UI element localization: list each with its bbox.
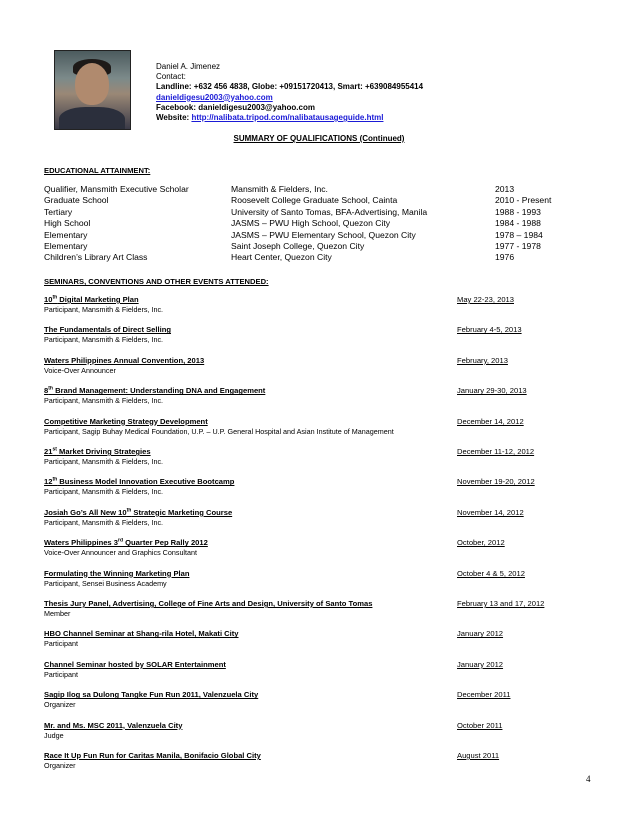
event-item — [44, 660, 594, 680]
event-role: Member — [44, 609, 71, 618]
event-item — [44, 629, 594, 649]
event-date: February 13 and 17, 2012 — [457, 599, 545, 608]
event-title-prefix: 8 — [44, 386, 49, 396]
contact-label: Contact: — [156, 72, 186, 82]
event-role: Participant, Mansmith & Fielders, Inc. — [44, 396, 164, 406]
event-title — [44, 477, 457, 487]
education-year: 1976 — [495, 252, 515, 263]
event-date: January 29-30, 2013 — [457, 386, 527, 396]
education-school: JASMS – PWU High School, Quezon City — [231, 218, 391, 229]
event-item — [44, 721, 594, 741]
event-title-prefix: 12 — [44, 477, 53, 487]
contact-name: Daniel A. Jimenez — [156, 62, 221, 71]
event-title — [44, 751, 457, 761]
event-item — [44, 295, 594, 315]
event-title-ordinal: th — [48, 386, 53, 392]
summary-title: SUMMARY OF QUALIFICATIONS (Continued) — [233, 134, 405, 143]
education-school: University of Santo Tomas, BFA-Advertising, Manila — [231, 206, 428, 217]
event-item — [44, 690, 594, 710]
event-item — [44, 599, 594, 619]
event-title-text: Business Model Innovation Executive Bootcamp — [57, 477, 235, 487]
education-year: 2013 — [495, 184, 515, 194]
event-title — [44, 356, 457, 366]
event-date: February, 2013 — [457, 355, 508, 365]
event-title — [44, 660, 457, 670]
event-role: Voice-Over Announcer — [44, 365, 116, 375]
event-role: Organizer — [44, 761, 76, 770]
event-title-text: Brand Management: Understanding DNA and Engagement — [52, 386, 266, 396]
education-school: JASMS – PWU Elementary School, Quezon City — [231, 229, 416, 240]
event-title-ordinal: st — [52, 447, 57, 453]
event-title-text: Mr. and Ms. MSC 2011, Valenzuela City — [44, 720, 183, 730]
event-role: Organizer — [44, 700, 76, 710]
education-row — [44, 184, 604, 195]
event-title-prefix: 21 — [44, 447, 53, 456]
photo-shoulders — [59, 107, 125, 130]
event-date: November 14, 2012 — [457, 507, 524, 517]
event-title-text: Race It Up Fun Run for Caritas Manila, Bonifacio Global City — [44, 751, 261, 760]
education-school: Heart Center, Quezon City — [231, 252, 332, 263]
education-level: Elementary — [44, 229, 88, 240]
event-title — [44, 538, 457, 548]
event-title — [44, 629, 457, 639]
education-level: Qualifier, Mansmith Executive Scholar — [44, 184, 189, 194]
event-title-ordinal: th — [52, 477, 58, 483]
event-item — [44, 477, 594, 497]
education-row — [44, 252, 604, 263]
education-level: Children’s Library Art Class — [44, 252, 148, 263]
education-school: Saint Joseph College, Quezon City — [231, 240, 365, 251]
contact-email-link[interactable]: danieldigesu2003@yahoo.com — [156, 92, 273, 102]
education-year: 1977 - 1978 — [495, 240, 541, 251]
event-title-prefix: Waters Philippines 3 — [44, 538, 118, 548]
event-title-text: Formulating the Winning Marketing Plan — [44, 568, 190, 578]
contact-website-link[interactable]: http://nalibata.tripod.com/nalibatausageguide.html — [191, 113, 384, 123]
event-date: January 2012 — [457, 629, 504, 639]
event-title-ordinal: th — [52, 295, 58, 301]
event-title — [44, 417, 457, 427]
event-item — [44, 447, 594, 467]
event-date: May 22-23, 2013 — [457, 295, 514, 304]
event-item — [44, 538, 594, 558]
event-title-ordinal: rd — [118, 538, 123, 544]
event-date: December 2011 — [457, 690, 511, 700]
event-role: Participant, Sagip Buhay Medical Foundation, U.P. – U.P. General Hospital and Asian Institute of Management — [44, 426, 394, 436]
profile-photo — [54, 50, 131, 130]
event-title — [44, 295, 457, 305]
event-title-text: Strategic Marketing Course — [131, 507, 233, 517]
education-school: Mansmith & Fielders, Inc. — [231, 184, 328, 194]
event-title-text: HBO Channel Seminar at Shang-rila Hotel, Makati City — [44, 629, 239, 639]
contact-facebook: Facebook: danieldigesu2003@yahoo.com — [156, 102, 315, 112]
event-date: December 14, 2012 — [457, 416, 524, 426]
event-role: Voice-Over Announcer and Graphics Consultant — [44, 548, 198, 558]
event-role: Participant, Sensei Business Academy — [44, 578, 167, 588]
event-role: Judge — [44, 730, 64, 740]
education-level: Tertiary — [44, 206, 73, 217]
event-title-prefix: Josiah Go’s All New 10 — [44, 507, 127, 517]
event-title — [44, 721, 457, 731]
contact-block — [156, 62, 423, 123]
education-heading: EDUCATIONAL ATTAINMENT: — [44, 166, 151, 175]
education-level: Elementary — [44, 240, 88, 251]
seminars-heading: SEMINARS, CONVENTIONS AND OTHER EVENTS ATTENDED: — [44, 277, 269, 286]
event-item — [44, 325, 594, 345]
event-title-prefix: 10 — [44, 295, 53, 304]
education-school: Roosevelt College Graduate School, Cainta — [231, 195, 398, 206]
event-role: Participant, Mansmith & Fielders, Inc. — [44, 487, 164, 497]
event-role: Participant, Mansmith & Fielders, Inc. — [44, 305, 164, 314]
event-date: October 2011 — [457, 720, 503, 730]
event-title — [44, 599, 457, 609]
event-date: November 19-20, 2012 — [457, 477, 535, 487]
event-title — [44, 569, 457, 579]
education-level: High School — [44, 218, 91, 229]
event-item — [44, 508, 594, 528]
education-year: 1988 - 1993 — [495, 206, 541, 217]
event-title-ordinal: th — [126, 507, 132, 514]
event-title — [44, 386, 457, 396]
event-item — [44, 356, 594, 376]
education-year: 2010 - Present — [495, 195, 552, 206]
event-item — [44, 386, 594, 406]
page-number: 4 — [586, 774, 591, 784]
event-item — [44, 417, 594, 437]
event-date: October 4 & 5, 2012 — [457, 568, 525, 578]
event-title-text: Market Driving Strategies — [56, 447, 151, 456]
event-title-text: Competitive Marketing Strategy Development — [44, 416, 208, 426]
event-title-text: Thesis Jury Panel, Advertising, College of Fine Arts and Design, University of Santo Tomas — [44, 599, 373, 608]
event-item — [44, 751, 594, 771]
event-item — [44, 569, 594, 589]
event-date: December 11-12, 2012 — [457, 447, 535, 456]
event-date: January 2012 — [457, 659, 504, 669]
event-title — [44, 447, 457, 457]
event-title-text: Channel Seminar hosted by SOLAR Entertainment — [44, 659, 226, 669]
event-title-text: The Fundamentals of Direct Selling — [44, 325, 172, 335]
education-row — [44, 230, 604, 241]
education-year: 1984 - 1988 — [495, 218, 541, 229]
event-role: Participant, Mansmith & Fielders, Inc. — [44, 457, 164, 466]
event-date: October, 2012 — [457, 538, 505, 548]
event-role: Participant, Mansmith & Fielders, Inc. — [44, 517, 164, 527]
contact-website-label: Website: — [156, 113, 190, 123]
education-year: 1978 – 1984 — [495, 229, 543, 240]
event-date: August 2011 — [457, 751, 500, 760]
event-title — [44, 690, 457, 700]
contact-phones: Landline: +632 456 4838, Globe: +09151720413, Smart: +639084955414 — [156, 82, 424, 92]
event-title — [44, 325, 457, 335]
photo-face — [75, 63, 109, 105]
event-title-text: Quarter Pep Rally 2012 — [123, 538, 208, 548]
event-role: Participant, Mansmith & Fielders, Inc. — [44, 335, 164, 345]
event-date: February 4-5, 2013 — [457, 325, 522, 335]
education-table — [44, 184, 604, 264]
education-row — [44, 207, 604, 218]
event-title — [44, 508, 457, 518]
education-row — [44, 195, 604, 206]
education-row — [44, 218, 604, 229]
education-level: Graduate School — [44, 195, 109, 206]
event-role: Participant — [44, 669, 78, 679]
event-title-text: Digital Marketing Plan — [57, 295, 139, 304]
event-title-text: Waters Philippines Annual Convention, 2013 — [44, 355, 205, 365]
education-row — [44, 241, 604, 252]
event-role: Participant — [44, 639, 78, 649]
event-title-text: Sagip Ilog sa Dulong Tangke Fun Run 2011, Valenzuela City — [44, 690, 259, 700]
